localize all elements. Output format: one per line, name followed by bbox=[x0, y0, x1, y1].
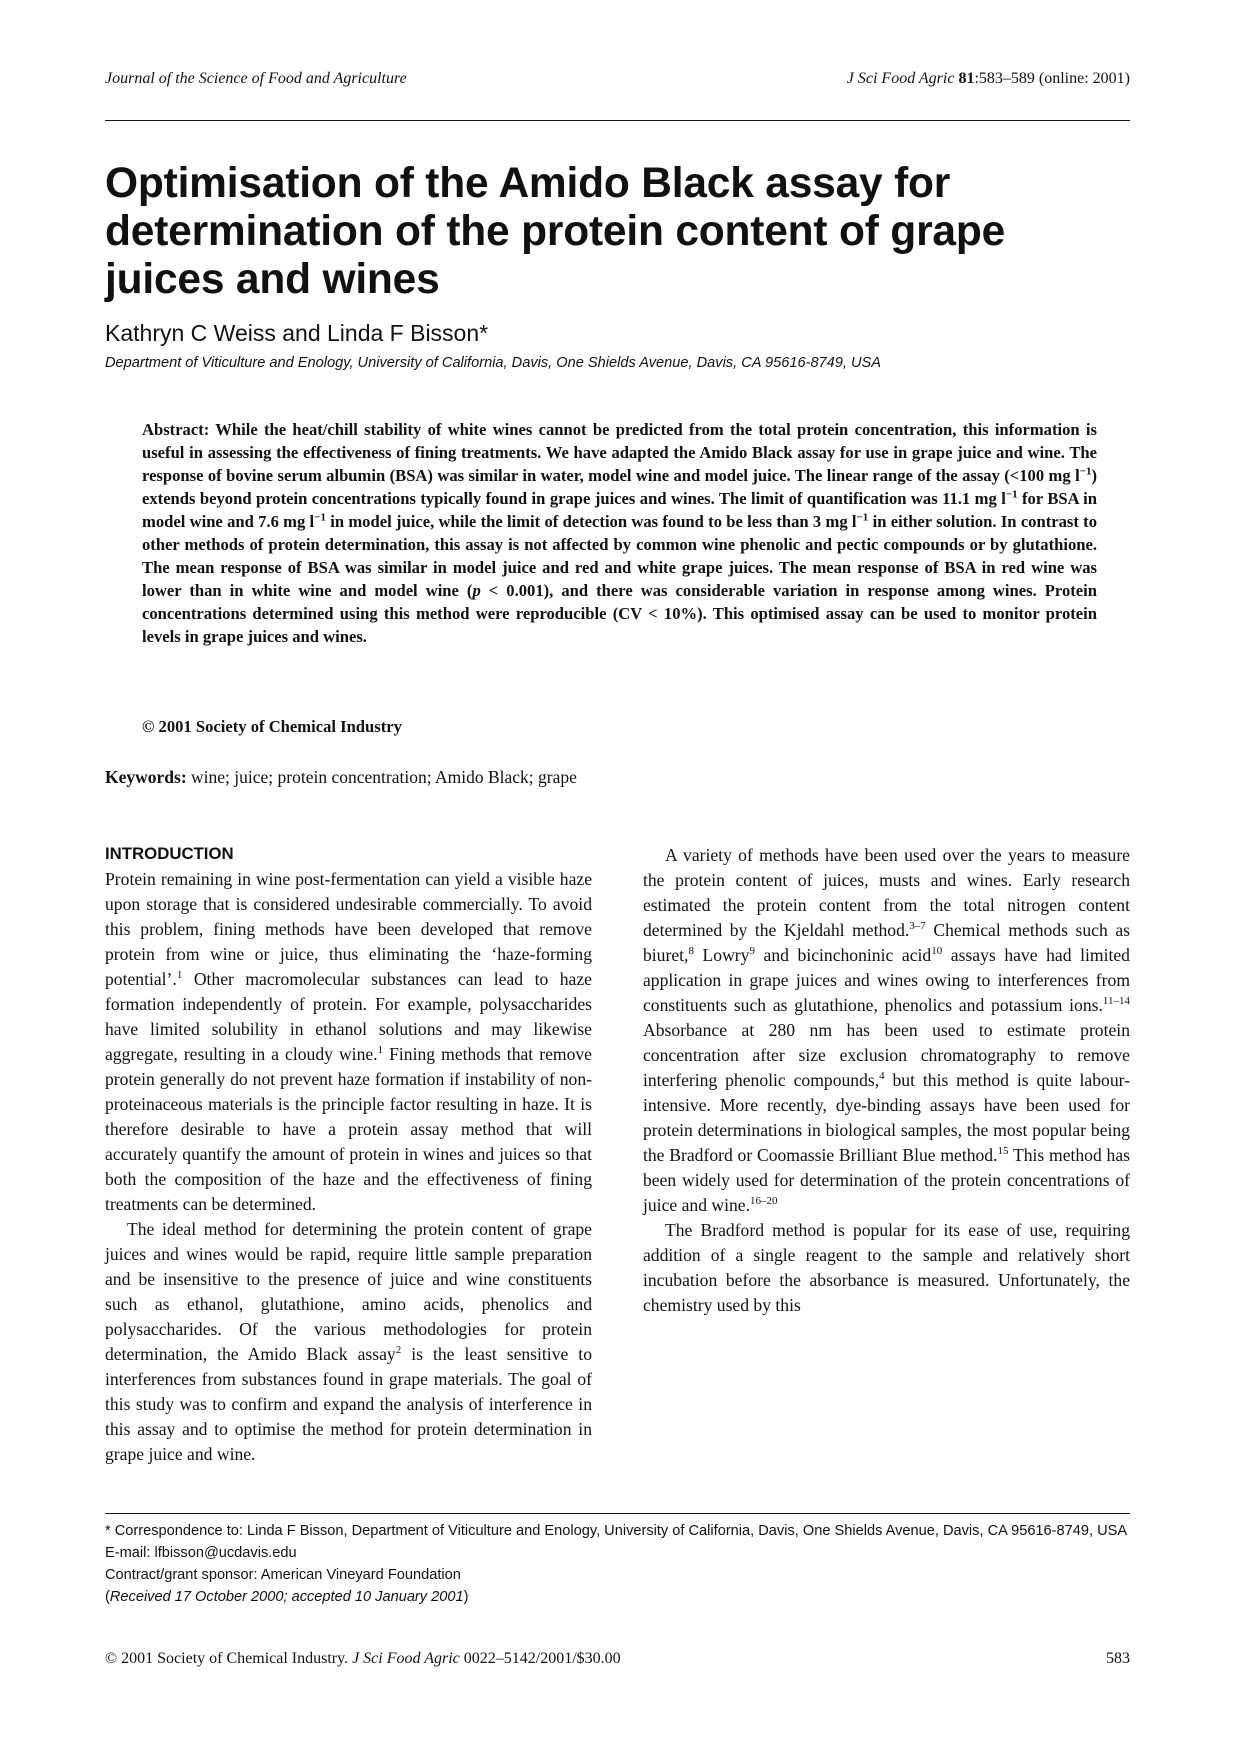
footnote-sponsor: Contract/grant sponsor: American Vineyard Foundation bbox=[105, 1567, 461, 1583]
page-number: 583 bbox=[1106, 1650, 1130, 1667]
citation-ref: 2 bbox=[395, 1344, 402, 1357]
citation-ref: 8 bbox=[688, 945, 694, 958]
abstract-text-3: for BSA in model wine and 7.6 mg l bbox=[142, 489, 1097, 531]
para3-text-h: This method has been widely used for determination of the protein concentrations of juice and wine. bbox=[643, 1145, 1130, 1215]
abstract-exp-1: −1 bbox=[1079, 465, 1092, 478]
para1-text-b: Other macromolecular substances can lead to haze formation independently of protein. For example, polysaccharides have limited solubility in ethanol solutions and may likewise aggregate, resulting in a cloudy wine. bbox=[105, 969, 592, 1064]
abstract-p-variable: p bbox=[472, 581, 481, 600]
footer-issn: 0022–5142/2001/$30.00 bbox=[463, 1650, 621, 1667]
para3-text-e: assays have had limited application in grape juices and wines owing to interferences from constituents such as glutathione, phenolics and potassium ions. bbox=[643, 945, 1130, 1015]
citation-ref: 16–20 bbox=[750, 1195, 778, 1208]
keywords-text: wine; juice; protein concentration; Amido Black; grape bbox=[191, 767, 577, 787]
para3-text-a: A variety of methods have been used over the years to measure the protein content of juices, musts and wines. Early research estimated the protein content from the total nitrogen content determined by the Kjeldahl method. bbox=[643, 845, 1130, 940]
journal-citation bbox=[847, 70, 1130, 88]
citation-ref: 1 bbox=[377, 1044, 384, 1057]
intro-paragraph-1 bbox=[105, 867, 592, 1217]
abstract-exp-4: −1 bbox=[856, 511, 869, 524]
footnote-received-text: Received 17 October 2000; accepted 10 January 2001 bbox=[109, 1589, 464, 1605]
journal-name: Journal of the Science of Food and Agriculture bbox=[105, 70, 407, 87]
para3-text-f: Absorbance at 280 nm has been used to estimate protein concentration after size exclusion chromatography to remove interfering phenolic compounds, bbox=[643, 1020, 1130, 1090]
citation-journal: J Sci Food Agric bbox=[846, 70, 955, 87]
article-authors: Kathryn C Weiss and Linda F Bisson* bbox=[105, 320, 489, 346]
para1-text-c: Fining methods that remove protein generally do not prevent haze formation if instability of non-proteinaceous materials is the principle factor resulting in haze. It is therefore desirable to have a protein assay method that will accurately quantify the amount of protein in wines and juices so that both the composition of the haze and the effectiveness of fining treatments can be determined. bbox=[105, 1044, 592, 1214]
citation-ref: 1 bbox=[176, 969, 183, 982]
footer-left bbox=[105, 1650, 621, 1668]
running-header bbox=[105, 70, 1130, 94]
abstract-text-5: in either solution. In contrast to other methods of protein determination, this assay is not affected by common wine phenolic and pectic compounds or by glutathione. The mean response of BSA was similar in model juice and red and white grape juices. The mean response of BSA in red wine was lower than in white wine and model wine ( bbox=[142, 512, 1097, 600]
footer-copyright: © 2001 Society of Chemical Industry. bbox=[105, 1650, 349, 1667]
citation-ref: 10 bbox=[931, 945, 943, 958]
footnote-rule bbox=[105, 1513, 1130, 1514]
keywords-label: Keywords: bbox=[105, 767, 187, 787]
abstract bbox=[142, 418, 1097, 648]
para2-text-b: is the least sensitive to interferences from substances found in grape materials. The goal of this study was to confirm and expand the analysis of interference in this assay and to optimise the method for protein determination in grape juice and wine. bbox=[105, 1344, 592, 1464]
abstract-label: Abstract: bbox=[142, 420, 210, 439]
abstract-exp-3: −1 bbox=[314, 511, 326, 524]
para3-text-c: Lowry bbox=[693, 945, 750, 965]
para3-text-g: but this method is quite labour-intensive. More recently, dye-binding assays have been used for protein determinations in biological samples, the most popular being the Bradford or Coomassie Brilliant Blue method. bbox=[643, 1070, 1130, 1165]
para2-text-a: The ideal method for determining the protein content of grape juices and wines would be rapid, require little sample preparation and be insensitive to the presence of juice and wine constituents such as ethanol, glutathione, amino acids, phenolics and polysaccharides. Of the various methodologies for protein determination, the Amido Black assay bbox=[105, 1219, 592, 1364]
abstract-copyright: © 2001 Society of Chemical Industry bbox=[142, 717, 402, 736]
body-column-left bbox=[105, 843, 592, 1467]
abstract-exp-2: −1 bbox=[1005, 488, 1018, 501]
abstract-text-1: While the heat/chill stability of white wines cannot be predicted from the total protein concentration, this information is useful in assessing the effectiveness of fining treatments. We have adapted the Amido Black assay for use in grape juice and wine. The response of bovine serum albumin (BSA) was similar in water, model wine and model juice. The linear range of the assay (<100 mg l bbox=[142, 420, 1097, 485]
citation-ref: 15 bbox=[997, 1145, 1009, 1158]
citation-ref: 9 bbox=[749, 945, 755, 958]
para3-text-b: Chemical methods such as biuret, bbox=[643, 920, 1130, 965]
intro-paragraph-2 bbox=[105, 1217, 592, 1467]
citation-ref: 4 bbox=[879, 1070, 885, 1083]
article-title: Optimisation of the Amido Black assay for determination of the protein content of grape juices and wines bbox=[105, 160, 1006, 303]
intro-paragraph-3 bbox=[643, 843, 1130, 1218]
abstract-text-2: ) extends beyond protein concentrations typically found in grape juices and wines. The limit of quantification was 11.1 mg l bbox=[142, 466, 1097, 508]
citation-pages: :583–589 (online: 2001) bbox=[974, 70, 1130, 87]
para3-text-d: and bicinchoninic acid bbox=[754, 945, 932, 965]
abstract-text-4: in model juice, while the limit of detection was found to be less than 3 mg l bbox=[325, 512, 857, 531]
article-affiliation: Department of Viticulture and Enology, University of California, Davis, One Shields Avenue, Davis, CA 95616-8749, USA bbox=[105, 355, 882, 371]
citation-ref: 11–14 bbox=[1102, 995, 1130, 1008]
footnote-email[interactable]: E-mail: lfbisson@ucdavis.edu bbox=[105, 1545, 297, 1561]
intro-paragraph-4: The Bradford method is popular for its ease of use, requiring addition of a single reagent to the sample and relatively short incubation before the absorbance is measured. Unfortunately, the chemistry used by this bbox=[643, 1220, 1130, 1315]
keywords bbox=[105, 767, 577, 788]
para1-text-a: Protein remaining in wine post-fermentation can yield a visible haze upon storage that is considered undesirable commercially. To avoid this problem, fining methods have been developed that remove protein from wine or juice, thus eliminating the ‘haze-forming potential’. bbox=[105, 869, 592, 989]
footer-journal: J Sci Food Agric bbox=[352, 1650, 460, 1667]
body-column-right bbox=[643, 843, 1130, 1318]
citation-ref: 3–7 bbox=[909, 920, 926, 933]
footnote-received: (Received 17 October 2000; accepted 10 January 2001) bbox=[105, 1589, 469, 1605]
header-rule bbox=[105, 120, 1130, 121]
footnotes bbox=[105, 1520, 1130, 1608]
citation-volume: 81 bbox=[958, 70, 975, 87]
footnote-correspondence: * Correspondence to: Linda F Bisson, Department of Viticulture and Enology, University of California, Davis, One Shields Avenue, Davis, CA 95616-8749, USA bbox=[105, 1523, 1128, 1539]
abstract-text-6: < 0.001), and there was considerable variation in response among wines. Protein concentrations determined using this method were reproducible (CV < 10%). This optimised assay can be used to monitor protein levels in grape juices and wines. bbox=[142, 581, 1097, 646]
section-heading-introduction: INTRODUCTION bbox=[105, 844, 234, 863]
